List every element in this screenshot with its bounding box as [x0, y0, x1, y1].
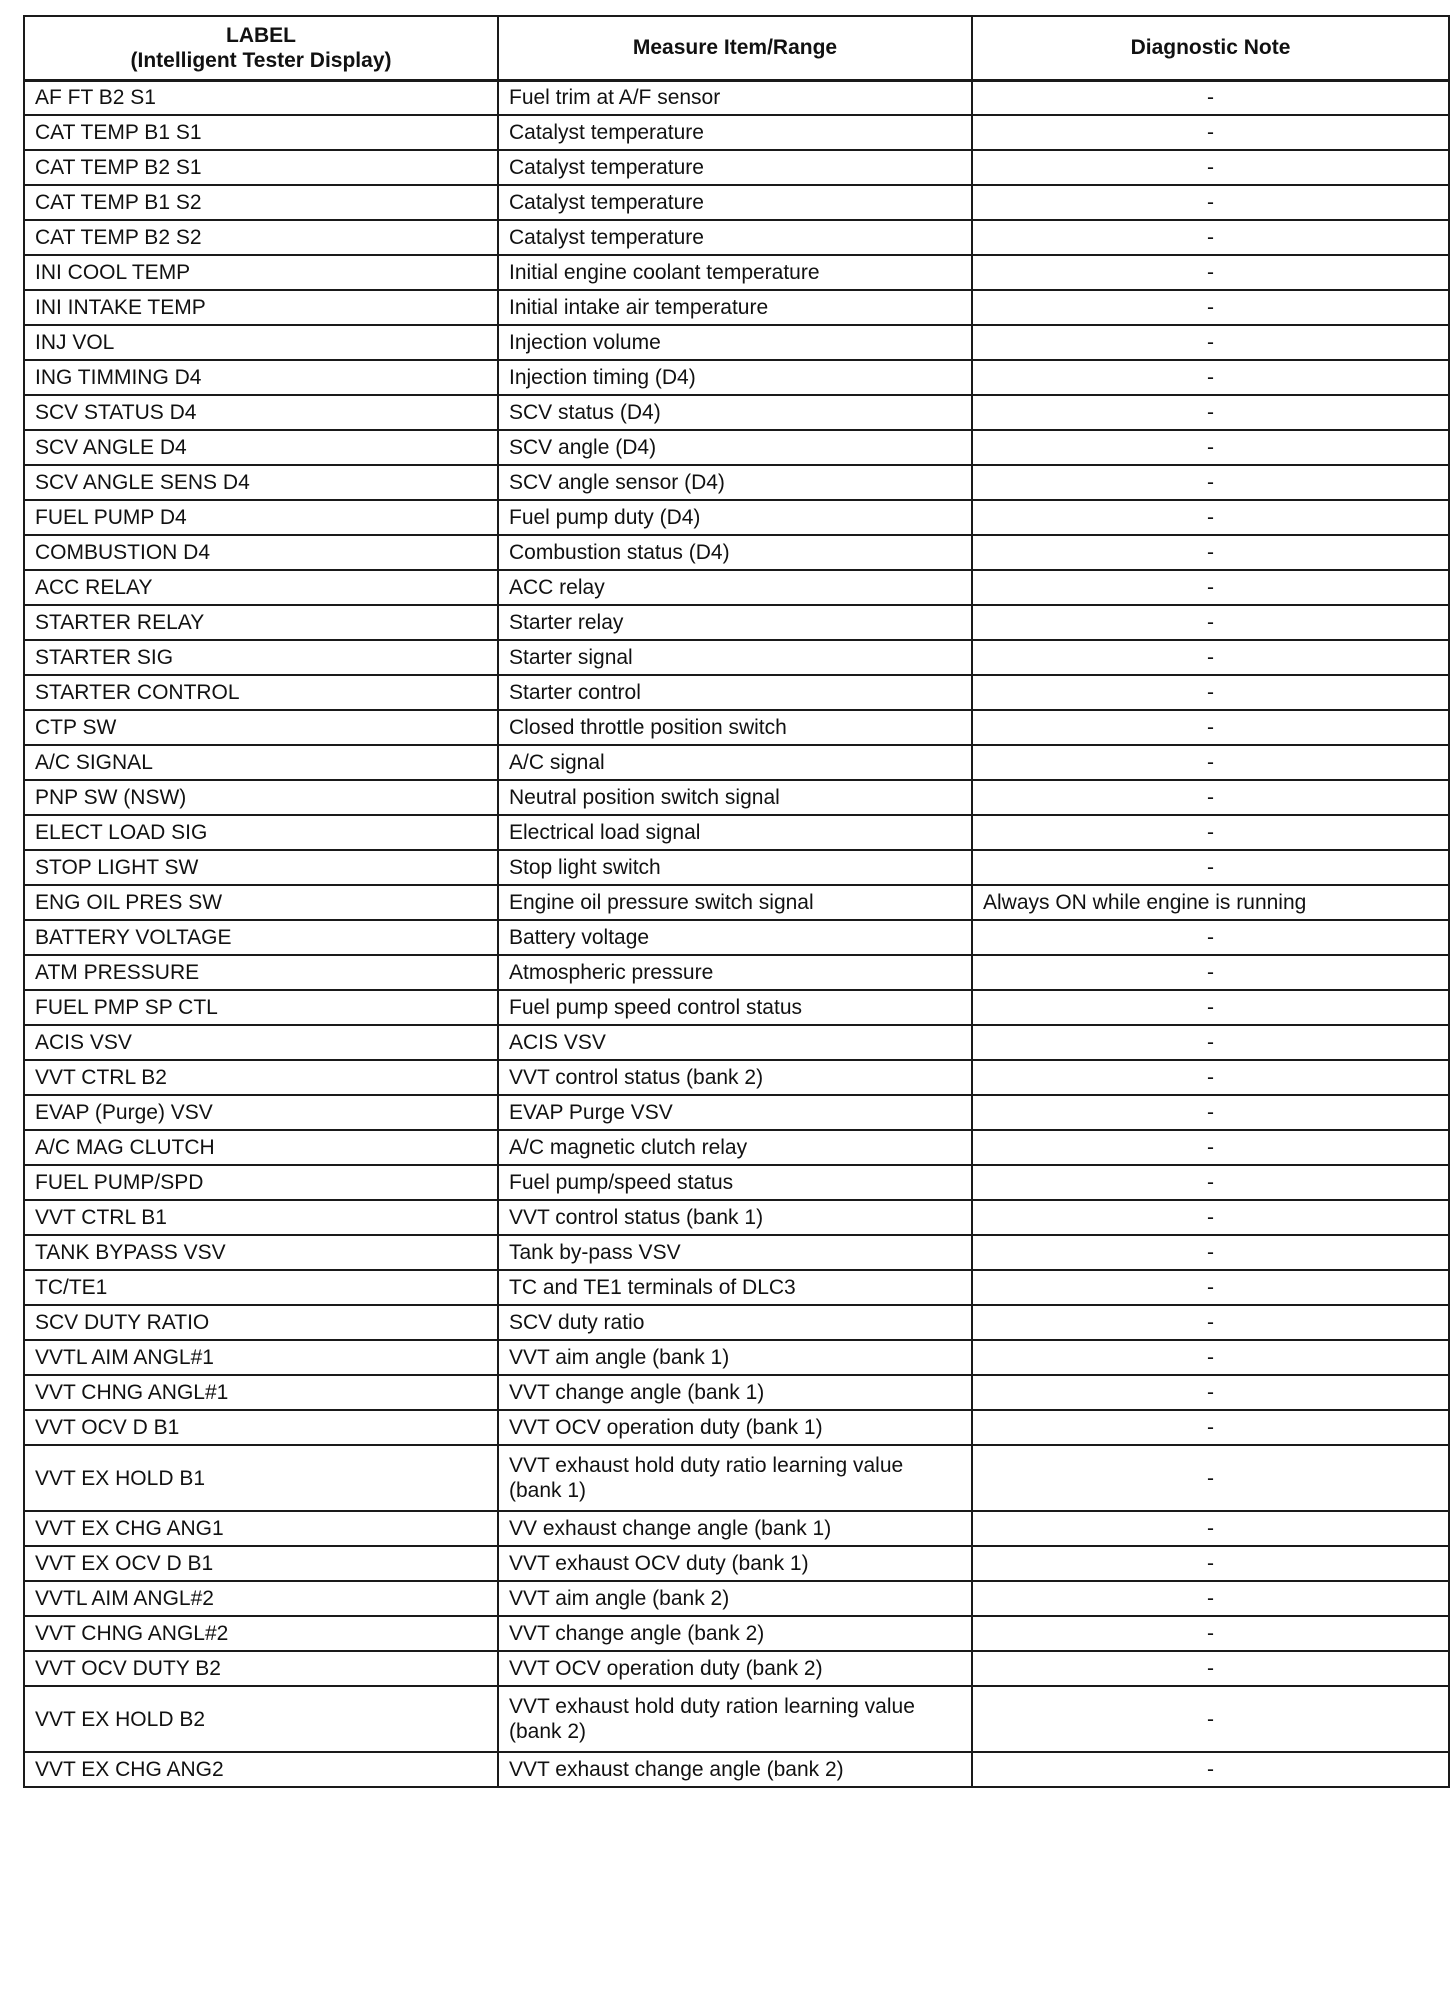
- row-label: TC/TE1: [24, 1270, 498, 1305]
- row-measure-item: VVT aim angle (bank 2): [498, 1581, 972, 1616]
- row-diagnostic-note: -: [972, 920, 1449, 955]
- table-row: [24, 640, 1449, 675]
- row-measure-item: Engine oil pressure switch signal: [498, 885, 972, 920]
- row-measure-item: Atmospheric pressure: [498, 955, 972, 990]
- row-measure-item: A/C signal: [498, 745, 972, 780]
- row-measure-item: SCV status (D4): [498, 395, 972, 430]
- row-label: VVTL AIM ANGL#2: [24, 1581, 498, 1616]
- row-measure-item: ACIS VSV: [498, 1025, 972, 1060]
- row-diagnostic-note: -: [972, 1616, 1449, 1651]
- row-diagnostic-note: -: [972, 1060, 1449, 1095]
- table-row: [24, 955, 1449, 990]
- row-label: CTP SW: [24, 710, 498, 745]
- row-measure-item: A/C magnetic clutch relay: [498, 1130, 972, 1165]
- table-row: [24, 1340, 1449, 1375]
- row-diagnostic-note: -: [972, 1025, 1449, 1060]
- row-diagnostic-note: -: [972, 80, 1449, 115]
- table-row: [24, 920, 1449, 955]
- row-measure-item: VVT OCV operation duty (bank 1): [498, 1410, 972, 1445]
- row-diagnostic-note: -: [972, 675, 1449, 710]
- table-row: [24, 535, 1449, 570]
- table-row: [24, 1546, 1449, 1581]
- row-label: PNP SW (NSW): [24, 780, 498, 815]
- row-label: VVT CTRL B2: [24, 1060, 498, 1095]
- table-row: [24, 325, 1449, 360]
- row-diagnostic-note: -: [972, 1581, 1449, 1616]
- header-row: [24, 16, 1449, 80]
- row-diagnostic-note: -: [972, 185, 1449, 220]
- row-diagnostic-note: -: [972, 220, 1449, 255]
- table-row: [24, 1305, 1449, 1340]
- table-row: [24, 395, 1449, 430]
- header-label-title: LABEL: [226, 23, 296, 47]
- table-row: [24, 745, 1449, 780]
- table-row: [24, 1616, 1449, 1651]
- row-label: ING TIMMING D4: [24, 360, 498, 395]
- table-row: [24, 710, 1449, 745]
- table-row: [24, 1581, 1449, 1616]
- row-label: INI INTAKE TEMP: [24, 290, 498, 325]
- row-label: VVT EX CHG ANG1: [24, 1511, 498, 1546]
- row-measure-item: Injection timing (D4): [498, 360, 972, 395]
- row-measure-item: Neutral position switch signal: [498, 780, 972, 815]
- table-header: [24, 16, 1449, 80]
- row-diagnostic-note: -: [972, 815, 1449, 850]
- row-measure-item: VVT change angle (bank 2): [498, 1616, 972, 1651]
- row-label: SCV ANGLE SENS D4: [24, 465, 498, 500]
- table-row: [24, 255, 1449, 290]
- row-measure-item: TC and TE1 terminals of DLC3: [498, 1270, 972, 1305]
- row-measure-item: EVAP Purge VSV: [498, 1095, 972, 1130]
- row-label: SCV DUTY RATIO: [24, 1305, 498, 1340]
- header-label-subtitle: (Intelligent Tester Display): [130, 48, 392, 72]
- table-row: [24, 465, 1449, 500]
- row-measure-item: VV exhaust change angle (bank 1): [498, 1511, 972, 1546]
- row-diagnostic-note: -: [972, 360, 1449, 395]
- table-row: [24, 1375, 1449, 1410]
- row-label: EVAP (Purge) VSV: [24, 1095, 498, 1130]
- row-measure-item: Catalyst temperature: [498, 220, 972, 255]
- row-measure-item: Catalyst temperature: [498, 185, 972, 220]
- row-label: VVT CHNG ANGL#2: [24, 1616, 498, 1651]
- row-label: A/C SIGNAL: [24, 745, 498, 780]
- table-row: [24, 570, 1449, 605]
- row-measure-item: Starter relay: [498, 605, 972, 640]
- table-row: [24, 115, 1449, 150]
- row-label: VVT EX OCV D B1: [24, 1546, 498, 1581]
- row-diagnostic-note: -: [972, 1651, 1449, 1686]
- row-label: STARTER CONTROL: [24, 675, 498, 710]
- table-row: [24, 1511, 1449, 1546]
- row-diagnostic-note: -: [972, 255, 1449, 290]
- table-row: [24, 1752, 1449, 1787]
- table-row: [24, 815, 1449, 850]
- row-diagnostic-note: -: [972, 395, 1449, 430]
- row-diagnostic-note: -: [972, 1375, 1449, 1410]
- table-row: [24, 1651, 1449, 1686]
- row-label: FUEL PUMP D4: [24, 500, 498, 535]
- row-label: BATTERY VOLTAGE: [24, 920, 498, 955]
- row-measure-item: Stop light switch: [498, 850, 972, 885]
- row-label: VVT OCV DUTY B2: [24, 1651, 498, 1686]
- row-diagnostic-note: -: [972, 745, 1449, 780]
- row-label: CAT TEMP B1 S2: [24, 185, 498, 220]
- row-measure-item: VVT exhaust hold duty ratio learning value (bank 1): [498, 1445, 972, 1511]
- table-row: [24, 1686, 1449, 1752]
- row-label: TANK BYPASS VSV: [24, 1235, 498, 1270]
- row-measure-item: Initial engine coolant temperature: [498, 255, 972, 290]
- table-row: [24, 1235, 1449, 1270]
- table-row: [24, 1060, 1449, 1095]
- row-label: ELECT LOAD SIG: [24, 815, 498, 850]
- row-diagnostic-note: -: [972, 1305, 1449, 1340]
- row-diagnostic-note: -: [972, 1546, 1449, 1581]
- row-label: COMBUSTION D4: [24, 535, 498, 570]
- row-diagnostic-note: -: [972, 1445, 1449, 1511]
- row-label: CAT TEMP B2 S2: [24, 220, 498, 255]
- table-row: [24, 290, 1449, 325]
- row-measure-item: VVT change angle (bank 1): [498, 1375, 972, 1410]
- header-label: [24, 16, 498, 80]
- table-row: [24, 780, 1449, 815]
- row-diagnostic-note: -: [972, 1752, 1449, 1787]
- row-label: ACC RELAY: [24, 570, 498, 605]
- row-measure-item: Catalyst temperature: [498, 150, 972, 185]
- row-label: ACIS VSV: [24, 1025, 498, 1060]
- row-diagnostic-note: -: [972, 710, 1449, 745]
- table-body: [24, 80, 1449, 1787]
- row-measure-item: Catalyst temperature: [498, 115, 972, 150]
- row-measure-item: Battery voltage: [498, 920, 972, 955]
- row-label: SCV ANGLE D4: [24, 430, 498, 465]
- row-diagnostic-note: -: [972, 955, 1449, 990]
- row-label: STOP LIGHT SW: [24, 850, 498, 885]
- table-row: [24, 675, 1449, 710]
- row-label: INI COOL TEMP: [24, 255, 498, 290]
- table-row: [24, 150, 1449, 185]
- row-diagnostic-note: Always ON while engine is running: [972, 885, 1449, 920]
- row-diagnostic-note: -: [972, 605, 1449, 640]
- table-row: [24, 990, 1449, 1025]
- row-diagnostic-note: -: [972, 570, 1449, 605]
- row-diagnostic-note: -: [972, 780, 1449, 815]
- row-measure-item: SCV angle sensor (D4): [498, 465, 972, 500]
- row-measure-item: Fuel pump speed control status: [498, 990, 972, 1025]
- row-diagnostic-note: -: [972, 1165, 1449, 1200]
- row-measure-item: ACC relay: [498, 570, 972, 605]
- row-measure-item: Fuel pump/speed status: [498, 1165, 972, 1200]
- table-row: [24, 220, 1449, 255]
- row-diagnostic-note: -: [972, 1270, 1449, 1305]
- row-label: ATM PRESSURE: [24, 955, 498, 990]
- row-measure-item: SCV duty ratio: [498, 1305, 972, 1340]
- row-measure-item: Starter signal: [498, 640, 972, 675]
- row-label: FUEL PUMP/SPD: [24, 1165, 498, 1200]
- row-diagnostic-note: -: [972, 115, 1449, 150]
- row-label: CAT TEMP B1 S1: [24, 115, 498, 150]
- row-diagnostic-note: -: [972, 1235, 1449, 1270]
- table-row: [24, 605, 1449, 640]
- row-measure-item: VVT exhaust hold duty ration learning value (bank 2): [498, 1686, 972, 1752]
- row-measure-item: VVT aim angle (bank 1): [498, 1340, 972, 1375]
- table-row: [24, 1025, 1449, 1060]
- row-measure-item: Initial intake air temperature: [498, 290, 972, 325]
- row-measure-item: Closed throttle position switch: [498, 710, 972, 745]
- row-label: VVT EX CHG ANG2: [24, 1752, 498, 1787]
- row-diagnostic-note: -: [972, 500, 1449, 535]
- row-diagnostic-note: -: [972, 1200, 1449, 1235]
- row-measure-item: VVT OCV operation duty (bank 2): [498, 1651, 972, 1686]
- table-row: [24, 80, 1449, 115]
- row-measure-item: VVT control status (bank 2): [498, 1060, 972, 1095]
- data-list-table: [23, 15, 1450, 1788]
- row-diagnostic-note: -: [972, 290, 1449, 325]
- table-row: [24, 430, 1449, 465]
- row-diagnostic-note: -: [972, 465, 1449, 500]
- row-diagnostic-note: -: [972, 1686, 1449, 1752]
- row-label: VVT EX HOLD B1: [24, 1445, 498, 1511]
- row-diagnostic-note: -: [972, 1130, 1449, 1165]
- row-diagnostic-note: -: [972, 430, 1449, 465]
- row-label: CAT TEMP B2 S1: [24, 150, 498, 185]
- row-measure-item: Fuel pump duty (D4): [498, 500, 972, 535]
- row-measure-item: VVT exhaust OCV duty (bank 1): [498, 1546, 972, 1581]
- table-row: [24, 185, 1449, 220]
- row-label: AF FT B2 S1: [24, 80, 498, 115]
- table-row: [24, 885, 1449, 920]
- row-measure-item: Fuel trim at A/F sensor: [498, 80, 972, 115]
- row-diagnostic-note: -: [972, 1340, 1449, 1375]
- row-diagnostic-note: -: [972, 1511, 1449, 1546]
- table-row: [24, 1445, 1449, 1511]
- row-measure-item: Combustion status (D4): [498, 535, 972, 570]
- row-diagnostic-note: -: [972, 640, 1449, 675]
- table-row: [24, 500, 1449, 535]
- row-measure-item: VVT exhaust change angle (bank 2): [498, 1752, 972, 1787]
- header-diagnostic-note: Diagnostic Note: [972, 16, 1449, 80]
- row-label: VVT CHNG ANGL#1: [24, 1375, 498, 1410]
- row-diagnostic-note: -: [972, 990, 1449, 1025]
- row-label: VVT CTRL B1: [24, 1200, 498, 1235]
- row-label: STARTER RELAY: [24, 605, 498, 640]
- row-label: INJ VOL: [24, 325, 498, 360]
- table-row: [24, 1095, 1449, 1130]
- row-measure-item: SCV angle (D4): [498, 430, 972, 465]
- row-measure-item: VVT control status (bank 1): [498, 1200, 972, 1235]
- table-row: [24, 850, 1449, 885]
- table-row: [24, 1270, 1449, 1305]
- row-diagnostic-note: -: [972, 1095, 1449, 1130]
- table-row: [24, 1410, 1449, 1445]
- row-label: VVT EX HOLD B2: [24, 1686, 498, 1752]
- row-label: VVTL AIM ANGL#1: [24, 1340, 498, 1375]
- row-measure-item: Injection volume: [498, 325, 972, 360]
- row-label: A/C MAG CLUTCH: [24, 1130, 498, 1165]
- table-row: [24, 1200, 1449, 1235]
- row-diagnostic-note: -: [972, 535, 1449, 570]
- row-diagnostic-note: -: [972, 850, 1449, 885]
- table-row: [24, 1130, 1449, 1165]
- row-measure-item: Tank by-pass VSV: [498, 1235, 972, 1270]
- row-diagnostic-note: -: [972, 325, 1449, 360]
- row-diagnostic-note: -: [972, 150, 1449, 185]
- row-label: FUEL PMP SP CTL: [24, 990, 498, 1025]
- row-measure-item: Starter control: [498, 675, 972, 710]
- data-list-table-sheet: [23, 15, 1448, 1788]
- table-row: [24, 1165, 1449, 1200]
- table-row: [24, 360, 1449, 395]
- row-label: STARTER SIG: [24, 640, 498, 675]
- row-label: ENG OIL PRES SW: [24, 885, 498, 920]
- row-diagnostic-note: -: [972, 1410, 1449, 1445]
- row-label: VVT OCV D B1: [24, 1410, 498, 1445]
- header-measure-item: Measure Item/Range: [498, 16, 972, 80]
- row-measure-item: Electrical load signal: [498, 815, 972, 850]
- row-label: SCV STATUS D4: [24, 395, 498, 430]
